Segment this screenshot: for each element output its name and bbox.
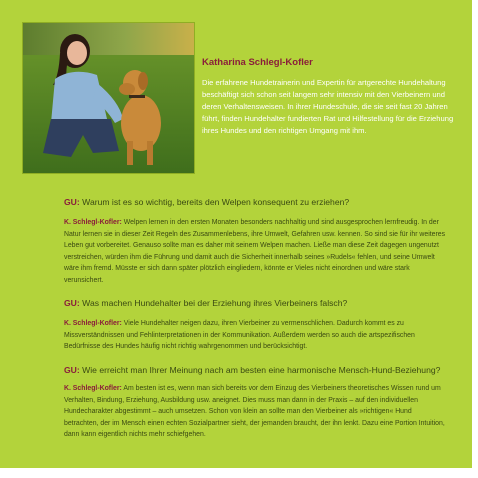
interview-block-2 (64, 297, 446, 353)
author-name: Katharina Schlegl-Kofler (202, 57, 313, 68)
question-1 (64, 196, 446, 208)
question-3 (64, 364, 446, 376)
question-2 (64, 297, 446, 309)
author-bio-text: Die erfahrene Hundetrainerin und Expertin für artgerechte Hundehaltung beschäftigt sich schon seit langem sehr intensiv mit den Vierbeinern und deren Verhaltensweisen. In ihrer Hundeschule, die sie seit fast 20 Jahren führt, finden Hundehalter fundierten Rat und Hilfestellung für die Erziehung ihres Hundes und den richtigen Umgang mit ihm. (202, 78, 454, 135)
interview-block-1 (64, 196, 446, 287)
question-label: GU: (64, 197, 80, 207)
answer-text: Viele Hundehalter neigen dazu, ihren Vierbeiner zu vermenschlichen. Dadurch kommt es zu Missverständnissen und Fehlinterpretationen in der Kommunikation. Außerdem werden so auch die artspezifischen Bedürfnisse des Hundes häufig nicht richtig wahrgenommen und berücksichtigt. (64, 320, 415, 351)
answer-2 (64, 318, 446, 353)
answer-label: K. Schlegl-Kofler: (64, 219, 122, 226)
woman-with-dog-photo (23, 23, 194, 173)
question-text: Warum ist es so wichtig, bereits den Welpen konsequent zu erziehen? (82, 197, 350, 207)
author-photo (22, 22, 195, 174)
answer-label: K. Schlegl-Kofler: (64, 385, 122, 392)
answer-label: K. Schlegl-Kofler: (64, 320, 122, 327)
answer-text: Welpen lernen in den ersten Monaten besonders nachhaltig und sind ausgesprochen lernfreudig. In der Natur lernen sie in dieser Zeit Regeln des Zusammenlebens, ihre Umwelt, Gefahren usw. kennen. So sind sie für ihr weiteres Leben gut vorbereitet. Genauso sollte man es daher mit seinem Welpen machen. Ließe man diese Zeit dagegen ungenutzt verstreichen, würden ihm die Führung und damit auch die Sicherheit innerhalb seines »Rudels« fehlen, und seine Umwelt wäre ihm fremd. Müsste er sich dann später plötzlich eingliedern, könnte er Vieles nicht einordnen und wäre stark verunsichert. (64, 219, 446, 284)
question-text: Was machen Hundehalter bei der Erziehung ihres Vierbeiners falsch? (82, 298, 348, 308)
answer-3 (64, 383, 446, 441)
author-bio (202, 57, 464, 137)
question-text: Wie erreicht man Ihrer Meinung nach am besten eine harmonische Mensch-Hund-Beziehung? (82, 365, 441, 375)
question-label: GU: (64, 298, 80, 308)
answer-text: Am besten ist es, wenn man sich bereits vor dem Einzug des Vierbeiners theoretisches Wissen rund um Verhalten, Bindung, Erziehung, Ausbildung usw. aneignet. Dies muss man dann in der Praxis – auf den individuellen Hundecharakter abgestimmt – auch umsetzen. Schon von klein an sollte man den Vierbeiner als »richtigen« Hund betrachten, der im Mensch einen echten Sozialpartner sieht, der jemanden braucht, der ihn lenkt. Dazu eine Portion Intuition, dann kann eigentlich nichts mehr schiefgehen. (64, 385, 445, 439)
answer-1 (64, 217, 446, 287)
interview-block-3 (64, 364, 446, 441)
question-label: GU: (64, 365, 80, 375)
